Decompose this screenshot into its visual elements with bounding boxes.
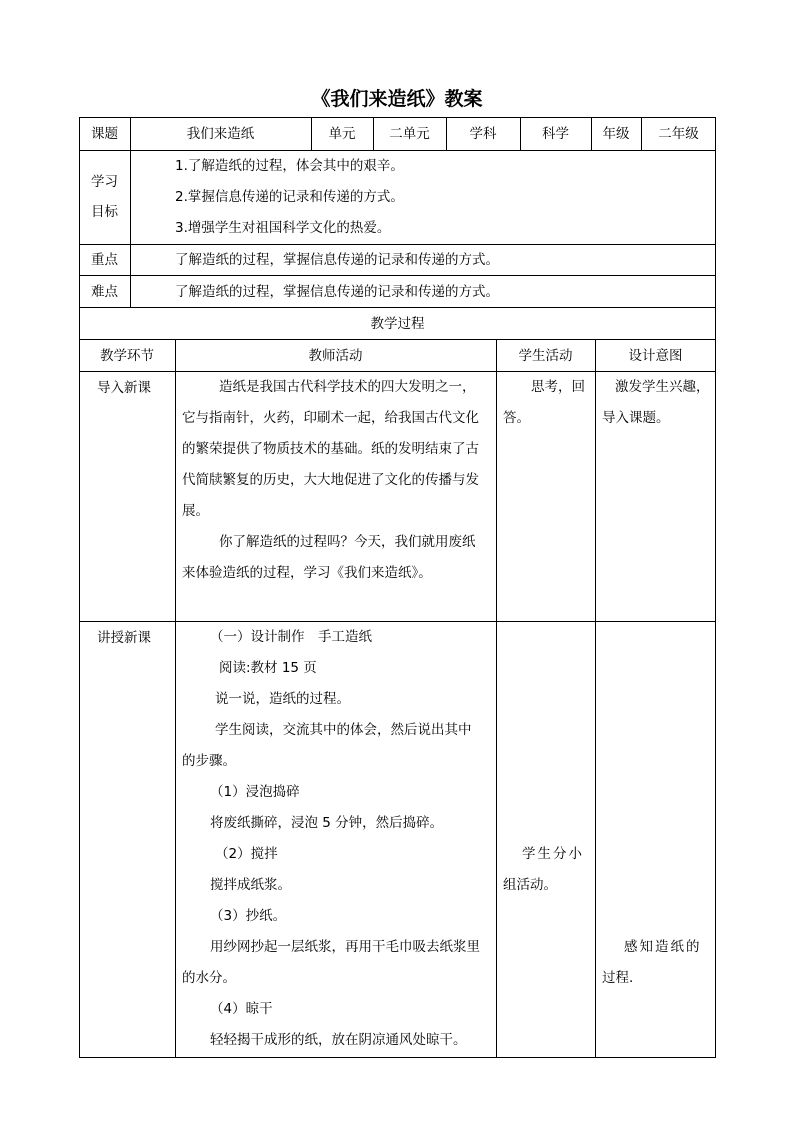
lecture-teacher-line: 将废纸撕碎，浸泡 5 分钟，然后捣碎。	[210, 815, 444, 831]
column-header-stage: 教学环节	[100, 348, 154, 364]
unit-value: 二单元	[389, 126, 430, 142]
page-title: 《我们来造纸》教案	[311, 88, 483, 110]
lecture-teacher-line: 用纱网抄起一层纸浆，再用干毛巾吸去纸浆里	[210, 939, 480, 955]
intro-student-line: 答。	[503, 410, 530, 426]
course-value: 我们来造纸	[186, 126, 255, 142]
intro-teacher-line: 它与指南针，火药，印刷术一起，给我国古代文化	[182, 410, 479, 426]
lecture-student-line: 组活动。	[503, 877, 557, 893]
lecture-teacher-line: 阅读:教材 15 页	[219, 660, 317, 676]
intro-teacher-line: 的繁荣提供了物质技术的基础。纸的发明结束了古	[182, 441, 479, 457]
course-label: 课题	[91, 126, 118, 142]
lecture-stage: 讲授新课	[97, 630, 151, 646]
intro-stage: 导入新课	[97, 380, 151, 396]
lecture-teacher-line: （4）晾干	[210, 1001, 273, 1017]
lecture-teacher-line: 说一说，造纸的过程。	[215, 691, 350, 707]
lecture-teacher-line: 的步骤。	[182, 753, 236, 769]
lecture-teacher-line: 学生阅读，交流其中的体会，然后说出其中	[215, 722, 472, 738]
lecture-intent-line: 过程.	[602, 970, 634, 986]
lecture-teacher-line: （一）设计制作 手工造纸	[210, 629, 372, 645]
column-header-student: 学生活动	[518, 348, 573, 364]
objectives-label-1: 学习	[91, 174, 118, 190]
intro-intent-line: 导入课题。	[602, 410, 670, 426]
intro-intent-line: 激发学生兴趣，	[615, 379, 710, 395]
intro-teacher-line: 代简牍繁复的历史，大大地促进了文化的传播与发	[182, 472, 479, 488]
objectives-label-2: 目标	[91, 204, 118, 220]
key-point-value: 了解造纸的过程，掌握信息传递的记录和传递的方式。	[175, 252, 499, 268]
subject-value: 科学	[542, 126, 569, 142]
column-header-intent: 设计意图	[628, 348, 683, 364]
grade-value: 二年级	[658, 126, 699, 142]
lecture-student-line: 学生分小	[522, 846, 584, 862]
subject-label: 学科	[469, 126, 497, 142]
intro-teacher-line: 你了解造纸的过程吗？今天，我们就用废纸	[219, 534, 476, 550]
intro-teacher-line: 展。	[182, 503, 209, 519]
lecture-intent-line: 感知造纸的	[624, 939, 702, 955]
lecture-teacher-line: （2）搅拌	[215, 846, 278, 862]
process-heading: 教学过程	[370, 316, 425, 332]
key-point-label: 重点	[91, 252, 118, 268]
lecture-teacher-line: （3）抄纸。	[210, 908, 287, 924]
column-header-teacher: 教师活动	[308, 348, 363, 364]
intro-student-line: 思考，回	[531, 379, 585, 395]
objective-item: 2.掌握信息传递的记录和传递的方式。	[175, 189, 404, 205]
objective-item: 3.增强学生对祖国科学文化的热爱。	[175, 220, 391, 236]
lecture-teacher-line: 轻轻揭干成形的纸，放在阴凉通风处晾干。	[210, 1032, 467, 1048]
difficulty-label: 难点	[91, 284, 118, 300]
lecture-teacher-line: 搅拌成纸浆。	[210, 877, 291, 893]
intro-teacher-line: 来体验造纸的过程，学习《我们来造纸》。	[182, 565, 432, 581]
intro-teacher-line: 造纸是我国古代科学技术的四大发明之一，	[219, 379, 476, 395]
unit-label: 单元	[328, 126, 356, 142]
grade-label: 年级	[602, 126, 630, 142]
difficulty-value: 了解造纸的过程，掌握信息传递的记录和传递的方式。	[175, 284, 499, 300]
lecture-teacher-line: （1）浸泡捣碎	[210, 784, 300, 800]
objective-item: 1.了解造纸的过程，体会其中的艰辛。	[175, 158, 404, 174]
lecture-teacher-line: 的水分。	[182, 970, 236, 986]
